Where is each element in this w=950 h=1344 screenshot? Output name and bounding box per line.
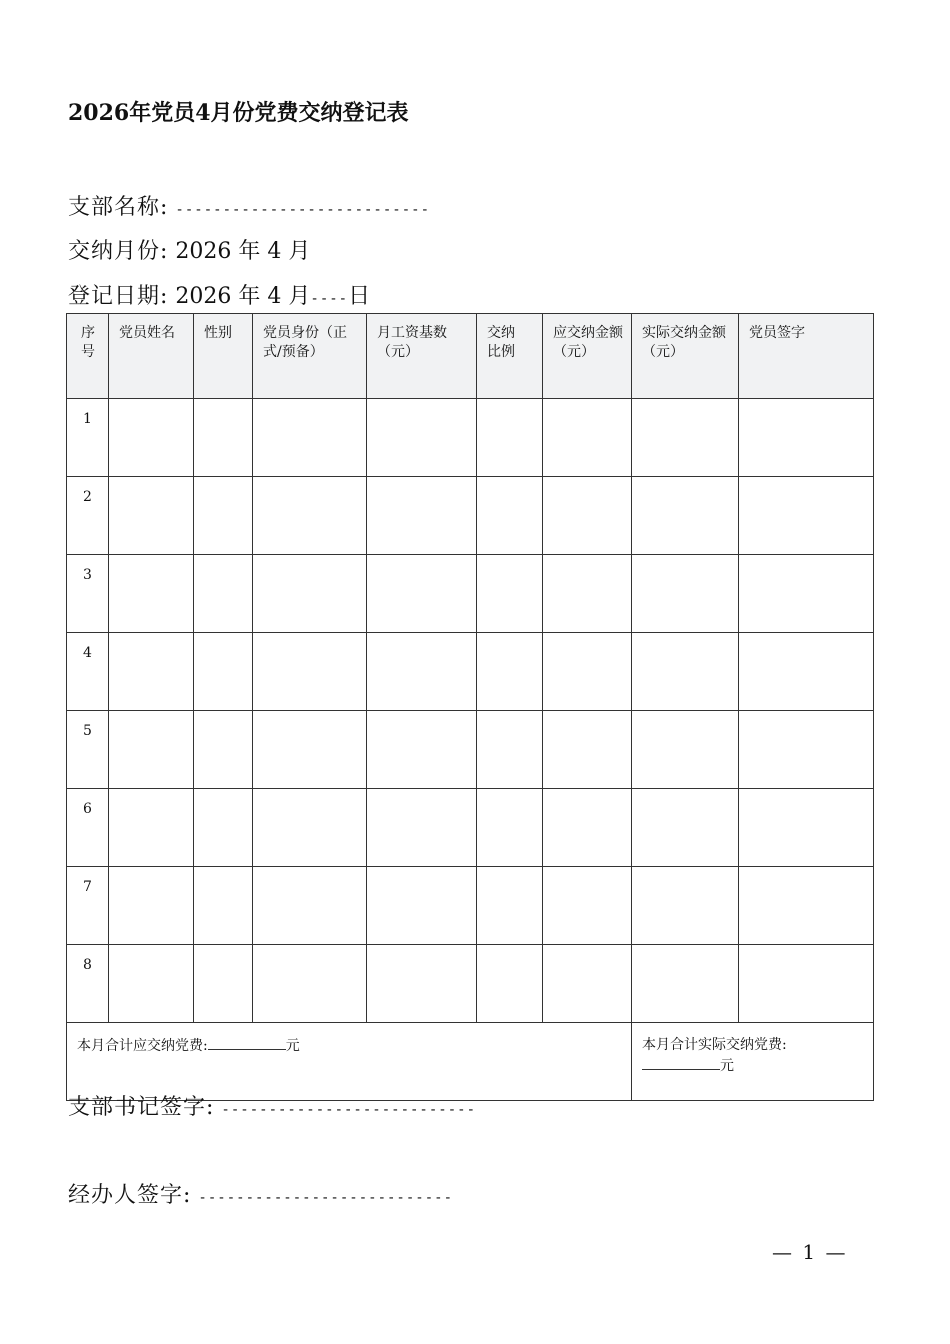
name-cell[interactable] <box>109 555 194 633</box>
register-date-suffix: 日 <box>348 284 371 309</box>
header-signature: 党员签字 <box>739 314 874 399</box>
gender-cell[interactable] <box>194 633 253 711</box>
ratio-cell[interactable] <box>477 633 543 711</box>
status-cell[interactable] <box>253 711 367 789</box>
header-due-amount: 应交纳金额（元） <box>543 314 632 399</box>
salary-cell[interactable] <box>367 555 477 633</box>
status-cell[interactable] <box>253 555 367 633</box>
salary-cell[interactable] <box>367 789 477 867</box>
dues-register-table <box>66 313 874 1101</box>
table-row <box>67 867 874 945</box>
page-title: 2026年党员4月份党费交纳登记表 <box>68 100 409 126</box>
due-amount-cell[interactable] <box>543 711 632 789</box>
table-row <box>67 399 874 477</box>
ratio-cell[interactable] <box>477 867 543 945</box>
name-cell[interactable] <box>109 633 194 711</box>
due-amount-cell[interactable] <box>543 399 632 477</box>
due-amount-cell[interactable] <box>543 477 632 555</box>
totals-row <box>67 1023 874 1101</box>
actual-amount-cell[interactable] <box>632 945 739 1023</box>
table-row <box>67 555 874 633</box>
row-seq: 8 <box>67 945 109 1023</box>
secretary-signature-field <box>68 1090 476 1121</box>
signature-cell[interactable] <box>739 867 874 945</box>
ratio-cell[interactable] <box>477 399 543 477</box>
actual-amount-cell[interactable] <box>632 477 739 555</box>
due-amount-cell[interactable] <box>543 555 632 633</box>
table-row <box>67 711 874 789</box>
actual-amount-cell[interactable] <box>632 399 739 477</box>
signature-cell[interactable] <box>739 555 874 633</box>
secretary-signature-label: 支部书记签字: <box>68 1095 215 1120</box>
salary-cell[interactable] <box>367 945 477 1023</box>
register-date-label: 登记日期: <box>68 284 169 309</box>
due-amount-cell[interactable] <box>543 789 632 867</box>
payment-month-value: 2026 年 4 月 <box>175 239 311 264</box>
secretary-signature-blank[interactable]: --------------------------- <box>221 1102 476 1118</box>
status-cell[interactable] <box>253 945 367 1023</box>
salary-cell[interactable] <box>367 711 477 789</box>
row-seq: 5 <box>67 711 109 789</box>
total-actual-blank[interactable] <box>642 1055 720 1070</box>
gender-cell[interactable] <box>194 555 253 633</box>
header-seq: 序号 <box>67 314 109 399</box>
signature-cell[interactable] <box>739 711 874 789</box>
salary-cell[interactable] <box>367 633 477 711</box>
signature-cell[interactable] <box>739 633 874 711</box>
gender-cell[interactable] <box>194 711 253 789</box>
status-cell[interactable] <box>253 477 367 555</box>
actual-amount-cell[interactable] <box>632 711 739 789</box>
ratio-cell[interactable] <box>477 555 543 633</box>
ratio-cell[interactable] <box>477 789 543 867</box>
register-day-blank[interactable]: ---- <box>310 291 349 307</box>
handler-signature-field <box>68 1178 453 1209</box>
signature-cell[interactable] <box>739 945 874 1023</box>
table-row <box>67 633 874 711</box>
register-date-value: 2026 年 4 月 <box>175 284 311 309</box>
row-seq: 1 <box>67 399 109 477</box>
payment-month-field <box>68 234 310 265</box>
gender-cell[interactable] <box>194 789 253 867</box>
name-cell[interactable] <box>109 789 194 867</box>
header-ratio: 交纳比例 <box>477 314 543 399</box>
branch-name-label: 支部名称: <box>68 195 169 220</box>
status-cell[interactable] <box>253 867 367 945</box>
header-actual-amount: 实际交纳金额（元） <box>632 314 739 399</box>
actual-amount-cell[interactable] <box>632 867 739 945</box>
table-row <box>67 789 874 867</box>
name-cell[interactable] <box>109 477 194 555</box>
actual-amount-cell[interactable] <box>632 789 739 867</box>
row-seq: 6 <box>67 789 109 867</box>
status-cell[interactable] <box>253 789 367 867</box>
table-row <box>67 477 874 555</box>
name-cell[interactable] <box>109 711 194 789</box>
gender-cell[interactable] <box>194 867 253 945</box>
row-seq: 2 <box>67 477 109 555</box>
due-amount-cell[interactable] <box>543 945 632 1023</box>
actual-amount-cell[interactable] <box>632 555 739 633</box>
ratio-cell[interactable] <box>477 711 543 789</box>
total-actual-label: 本月合计实际交纳党费: <box>642 1037 787 1053</box>
total-due-label: 本月合计应交纳党费: <box>77 1038 208 1054</box>
signature-cell[interactable] <box>739 789 874 867</box>
status-cell[interactable] <box>253 399 367 477</box>
page-number: — 1 — <box>772 1240 848 1264</box>
branch-name-blank[interactable]: --------------------------- <box>175 202 430 218</box>
table-row <box>67 945 874 1023</box>
gender-cell[interactable] <box>194 945 253 1023</box>
table-header-row <box>67 314 874 399</box>
register-date-field <box>68 279 370 310</box>
total-actual-cell[interactable] <box>632 1023 874 1101</box>
name-cell[interactable] <box>109 945 194 1023</box>
salary-cell[interactable] <box>367 867 477 945</box>
ratio-cell[interactable] <box>477 945 543 1023</box>
actual-amount-cell[interactable] <box>632 633 739 711</box>
total-due-cell[interactable] <box>67 1023 632 1101</box>
header-salary: 月工资基数（元） <box>367 314 477 399</box>
header-status: 党员身份（正式/预备） <box>253 314 367 399</box>
row-seq: 3 <box>67 555 109 633</box>
gender-cell[interactable] <box>194 399 253 477</box>
total-actual-unit: 元 <box>720 1058 734 1074</box>
ratio-cell[interactable] <box>477 477 543 555</box>
row-seq: 7 <box>67 867 109 945</box>
signature-cell[interactable] <box>739 477 874 555</box>
signature-cell[interactable] <box>739 399 874 477</box>
salary-cell[interactable] <box>367 477 477 555</box>
handler-signature-label: 经办人签字: <box>68 1183 192 1208</box>
status-cell[interactable] <box>253 633 367 711</box>
payment-month-label: 交纳月份: <box>68 239 169 264</box>
due-amount-cell[interactable] <box>543 867 632 945</box>
name-cell[interactable] <box>109 867 194 945</box>
branch-name-field <box>68 190 430 221</box>
total-due-unit: 元 <box>285 1038 300 1054</box>
row-seq: 4 <box>67 633 109 711</box>
due-amount-cell[interactable] <box>543 633 632 711</box>
header-name: 党员姓名 <box>109 314 194 399</box>
header-gender: 性别 <box>194 314 253 399</box>
gender-cell[interactable] <box>194 477 253 555</box>
handler-signature-blank[interactable]: --------------------------- <box>198 1190 453 1206</box>
salary-cell[interactable] <box>367 399 477 477</box>
total-due-blank[interactable] <box>208 1035 286 1050</box>
name-cell[interactable] <box>109 399 194 477</box>
